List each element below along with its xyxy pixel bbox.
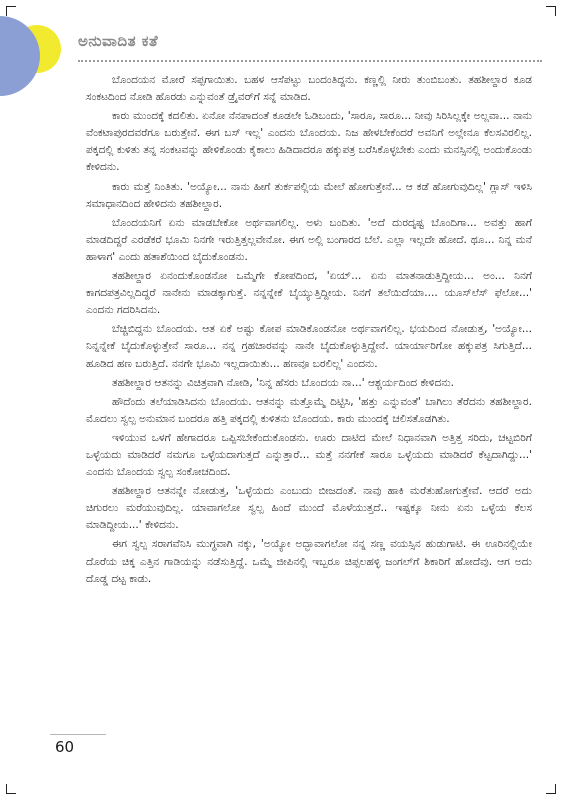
paragraph: ಕಾರು ಮತ್ತೆ ನಿಂತಿತು. 'ಅಯ್ಯೋ... ನಾನು ಹೀಗೆ ತುರ್ಕಪಲ್ಲಿಯ ಮೇಲೆ ಹೋಗುತ್ತೇನೆ... ಆ ಕಡೆ ಹೋಗುವುದಿಲ್ಲ' ಗ್ಲಾಸ್ ಇಳಿಸಿ ಸಮಾಧಾನದಿಂದ ಹೇಳಿದನು ತಹಶೀಲ್ದಾರ. [86,180,532,210]
header-dotted-divider [78,60,542,62]
paragraph: ಬೆಚ್ಚಿಬಿದ್ದನು ಬೊಂದಯ. ಆತ ಏಕೆ ಅಷ್ಟು ಕೋಪ ಮಾಡಿಕೊಂಡನೋ ಅರ್ಥವಾಗಲಿಲ್ಲ. ಭಯದಿಂದ ನೋಡುತ್ತ, 'ಅಯ್ಯೋ... ನಿನ್ನನ್ನೇಕೆ ಬೈದುಕೊಳ್ಳುತ್ತೇನೆ ಸಾರೂ... ನನ್ನ ಗ್ರಹಚಾರವನ್ನು ನಾನೇ ಬೈದುಕೊಳ್ಳುತ್ತಿದ್ದೇನೆ. ಯಾರ್ಯಾರಿಗೋ ಹಕ್ಕುಪತ್ರ ಸಿಗುತ್ತಿದೆ... ಹೂಡಿದ ಹಣ ಬರುತ್ತಿದೆ. ನನಗೇ ಭೂಮಿ ಇಲ್ಲದಾಯಿತು... ಹಣವೂ ಬರಲಿಲ್ಲ' ಎಂದನು. [86,323,532,370]
paragraph: ತಹಶೀಲ್ದಾರ ಆತನನ್ನು ವಿಚಿತ್ರವಾಗಿ ನೋಡಿ, 'ನಿನ್ನ ಹೆಸರು ಬೊಂದಯ ನಾ...' ಆಶ್ಚರ್ಯದಿಂದ ಕೇಳಿದನು. [112,376,454,389]
footer-divider [50,734,106,735]
paragraph: ತಹಶೀಲ್ದಾರ ಆತನನ್ನೇ ನೋಡುತ್ತ, 'ಒಳ್ಳೆಯದು ಎಂಬುದು ಬೀಜದಂತೆ. ನಾವು ಹಾಕಿ ಮರೆತುಹೋಗುತ್ತೇವೆ. ಆದರೆ ಅದು ಚಿಗುರಲು ಮರೆಯುವುದಿಲ್ಲ. ಯಾವಾಗಲೋ ಸ್ವಲ್ಪ ಹಿಂದೆ ಮುಂದೆ ಮೊಳೆಯುತ್ತದೆ.. ಇಷ್ಟಕ್ಕೂ ನೀನು ಏನು ಒಳ್ಳೆಯ ಕೆಲಸ ಮಾಡಿದ್ದೀಯ...' ಕೇಳಿದನು. [86,485,532,532]
paragraph: ತಹಶೀಲ್ದಾರ ಏನಂದುಕೊಂಡನೋ ಒಮ್ಮೆಗೇ ಕೋಪದಿಂದ, 'ಏಯ್... ಏನು ಮಾತನಾಡುತ್ತಿದ್ದೀಯ... ಅಂ... ನಿನಗೆ ಕಾಗದಪತ್ರವಿಲ್ಲದಿದ್ದರೆ ನಾನೇನು ಮಾಡಕ್ಕಾಗುತ್ತೆ. ನನ್ನನ್ನೇಕೆ ಬೈಯ್ಯುತ್ತಿದ್ದೀಯ. ನಿನಗೆ ತಲೆಯಿದೆಯಾ.... ಯೂಸ್‌ಲೆಸ್ ಫೆಲೋ...' ಎಂದನು ಗದರಿಸಿದನು. [86,270,532,317]
article-body [86,72,532,590]
crop-mark [6,793,16,794]
paragraph: ಬೊಂದಯನ ಮೋರೆ ಸಪ್ಪಗಾಯಿತು. ಬಹಳ ಆಸೆಪಟ್ಟು ಬಂದಂತಿದ್ದನು. ಕಣ್ಣಲ್ಲಿ ನೀರು ತುಂಬಿಬಂತು. ತಹಶೀಲ್ದಾರ ಕೂಡ ಸಂಕಟದಿಂದ ನೋಡಿ ಹೊರಡು ಎನ್ನುವಂತೆ ಡ್ರೈವರ್‌ಗೆ ಸನ್ನೆ ಮಾಡಿದ. [86,74,532,104]
section-title: ಅನುವಾದಿತ ಕತೆ [78,32,159,50]
paragraph: ಇಳಿಯುವ ಒಳಗೆ ಹೇಗಾದರೂ ಒಪ್ಪಿಸಬೇಕೆಂದುಕೊಂಡನು. ಊರು ದಾಟಿದ ಮೇಲೆ ನಿಧಾನವಾಗಿ ಅತ್ತಿತ್ತ ಸರಿದು, ಚಟ್ಟಬಿರಿಗೆ ಒಳ್ಳೆಯದು ಮಾಡಿದರೆ ನಮಗೂ ಒಳ್ಳೆಯದಾಗುತ್ತದೆ ಎನ್ನುತ್ತಾರೆ... ಮತ್ತೆ ನನಗೇಕೆ ಸಾರೂ ಒಳ್ಳೆಯದು ಮಾಡಿದರೆ ಕೆಟ್ಟದಾಗಿದ್ದು...' ಎಂದನು ಬೊಂದಯ ಸ್ವಲ್ಪ ಸಂಕೋಚದಿಂದ. [86,431,532,479]
paragraph: ಬೊಂದಯನಿಗೆ ಏನು ಮಾಡಬೇಕೋ ಅರ್ಥವಾಗಲಿಲ್ಲ. ಅಳು ಬಂದಿತು. 'ಅದೆ ದುರದೃಷ್ಟ ಬೊಂದಿಗಾ... ಅವತ್ತು ಹಾಗೆ ಮಾಡದಿದ್ದರೆ ಎರಡೆಕರೆ ಭೂಮಿ ನಿನಗೇ ಇರುತ್ತಿತ್ತಲ್ಲವೇನೋ. ಈಗ ಅಲ್ಲಿ ಬಂಗಾರದ ಬೆಲೆ. ಎಲ್ಲಾ ಇಲ್ಲದೇ ಹೋದೆ. ಥೂ... ನಿನ್ನ ಮನೆ ಹಾಳಾಗ' ಎಂದು ಹತಾಶೆಯಿಂದ ಬೈದುಕೊಂಡನು. [86,216,532,263]
crop-mark [546,6,556,7]
paragraph: ಹೌದೆಂದು ತಲೆಯಾಡಿಸಿದನು ಬೊಂದಯ. ಆತನನ್ನು ಮತ್ತೊಮ್ಮೆ ದಿಟ್ಟಿಸಿ, 'ಹತ್ತು ಎನ್ನುವಂತೆ' ಬಾಗಿಲು ತೆರೆದನು ತಹಶೀಲ್ದಾರ. ಮೊದಲು ಸ್ವಲ್ಪ ಅನುಮಾನ ಬಂದರೂ ಹತ್ತಿ ಪಕ್ಕದಲ್ಲಿ ಕುಳಿತನು ಬೊಂದಯ. ಕಾರು ಮುಂದಕ್ಕೆ ಚಲಿಸತೊಡಗಿತು. [86,395,532,425]
page-number: 60 [55,738,75,756]
crop-mark [6,6,7,16]
paragraph: ಕಾರು ಮುಂದಕ್ಕೆ ಕದಲಿತು. ಏನೋ ನೆನಪಾದಂತೆ ಕೂಡಲೇ ಓಡಿಬಂದು, 'ಸಾರೂ, ಸಾರೂ... ನೀವು ಸಿರಿಸಿಲ್ಲಕ್ಕೇ ಅಲ್ಲವಾ... ನಾನು ವೆಂಕಟಾಪುರದವರೆಗೂ ಬರುತ್ತೇನೆ. ಈಗ ಬಸ್ ಇಲ್ಲ' ಎಂದನು ಬೊಂದಯ. ನಿಜ ಹೇಳಬೇಕೆಂದರೆ ಅವನಿಗೆ ಅಲ್ಲೇನೂ ಕೆಲಸವಿರಲಿಲ್ಲ. ಪಕ್ಕದಲ್ಲಿ ಕುಳಿತು ತನ್ನ ಸಂಕಟವನ್ನು ಹೇಳಿಕೊಂಡು ಕೈಕಾಲು ಹಿಡಿದಾದರೂ ಹಕ್ಕುಪತ್ರ ಬರೆಸಿಕೊಳ್ಳಬೇಕು ಎಂದು ಮನಸ್ಸಿನಲ್ಲಿ ಅಂದುಕೊಂಡು ಕೇಳಿದನು. [86,110,532,174]
crop-mark [6,6,16,7]
crop-mark [555,6,556,16]
paragraph: ಈಗ ಸ್ವಲ್ಪ ಸರಾಗವೆನಿಸಿ ಮುಗ್ಧವಾಗಿ ನಕ್ಕು, 'ಅಯ್ಯೋ ಅದ್ಭಾವಾಗಲೋ ನನ್ನ ಸಣ್ಣ ವಯಸ್ಸಿನ ಹುಡುಗಾಟಿ. ಈ ಊರಿನಲ್ಲಿಯೇ ದೊರೆಯ ಚಿಕ್ಕ ಎತ್ತಿನ ಗಾಡಿಯನ್ನು ನಡೆಸುತ್ತಿದ್ದೆ. ಒಮ್ಮೆ ಜೀಪಿನಲ್ಲಿ ಇಬ್ಬರೂ ಚಿಪ್ಪಲಹಳ್ಳಿ ಜಂಗಲ್‌ಗೆ ಶಿಕಾರಿಗೆ ಹೋದೆವು. ಆಗ ಅದು ದೊಡ್ಡ ದಟ್ಟ ಕಾಡು. [86,538,532,585]
crop-mark [546,793,556,794]
